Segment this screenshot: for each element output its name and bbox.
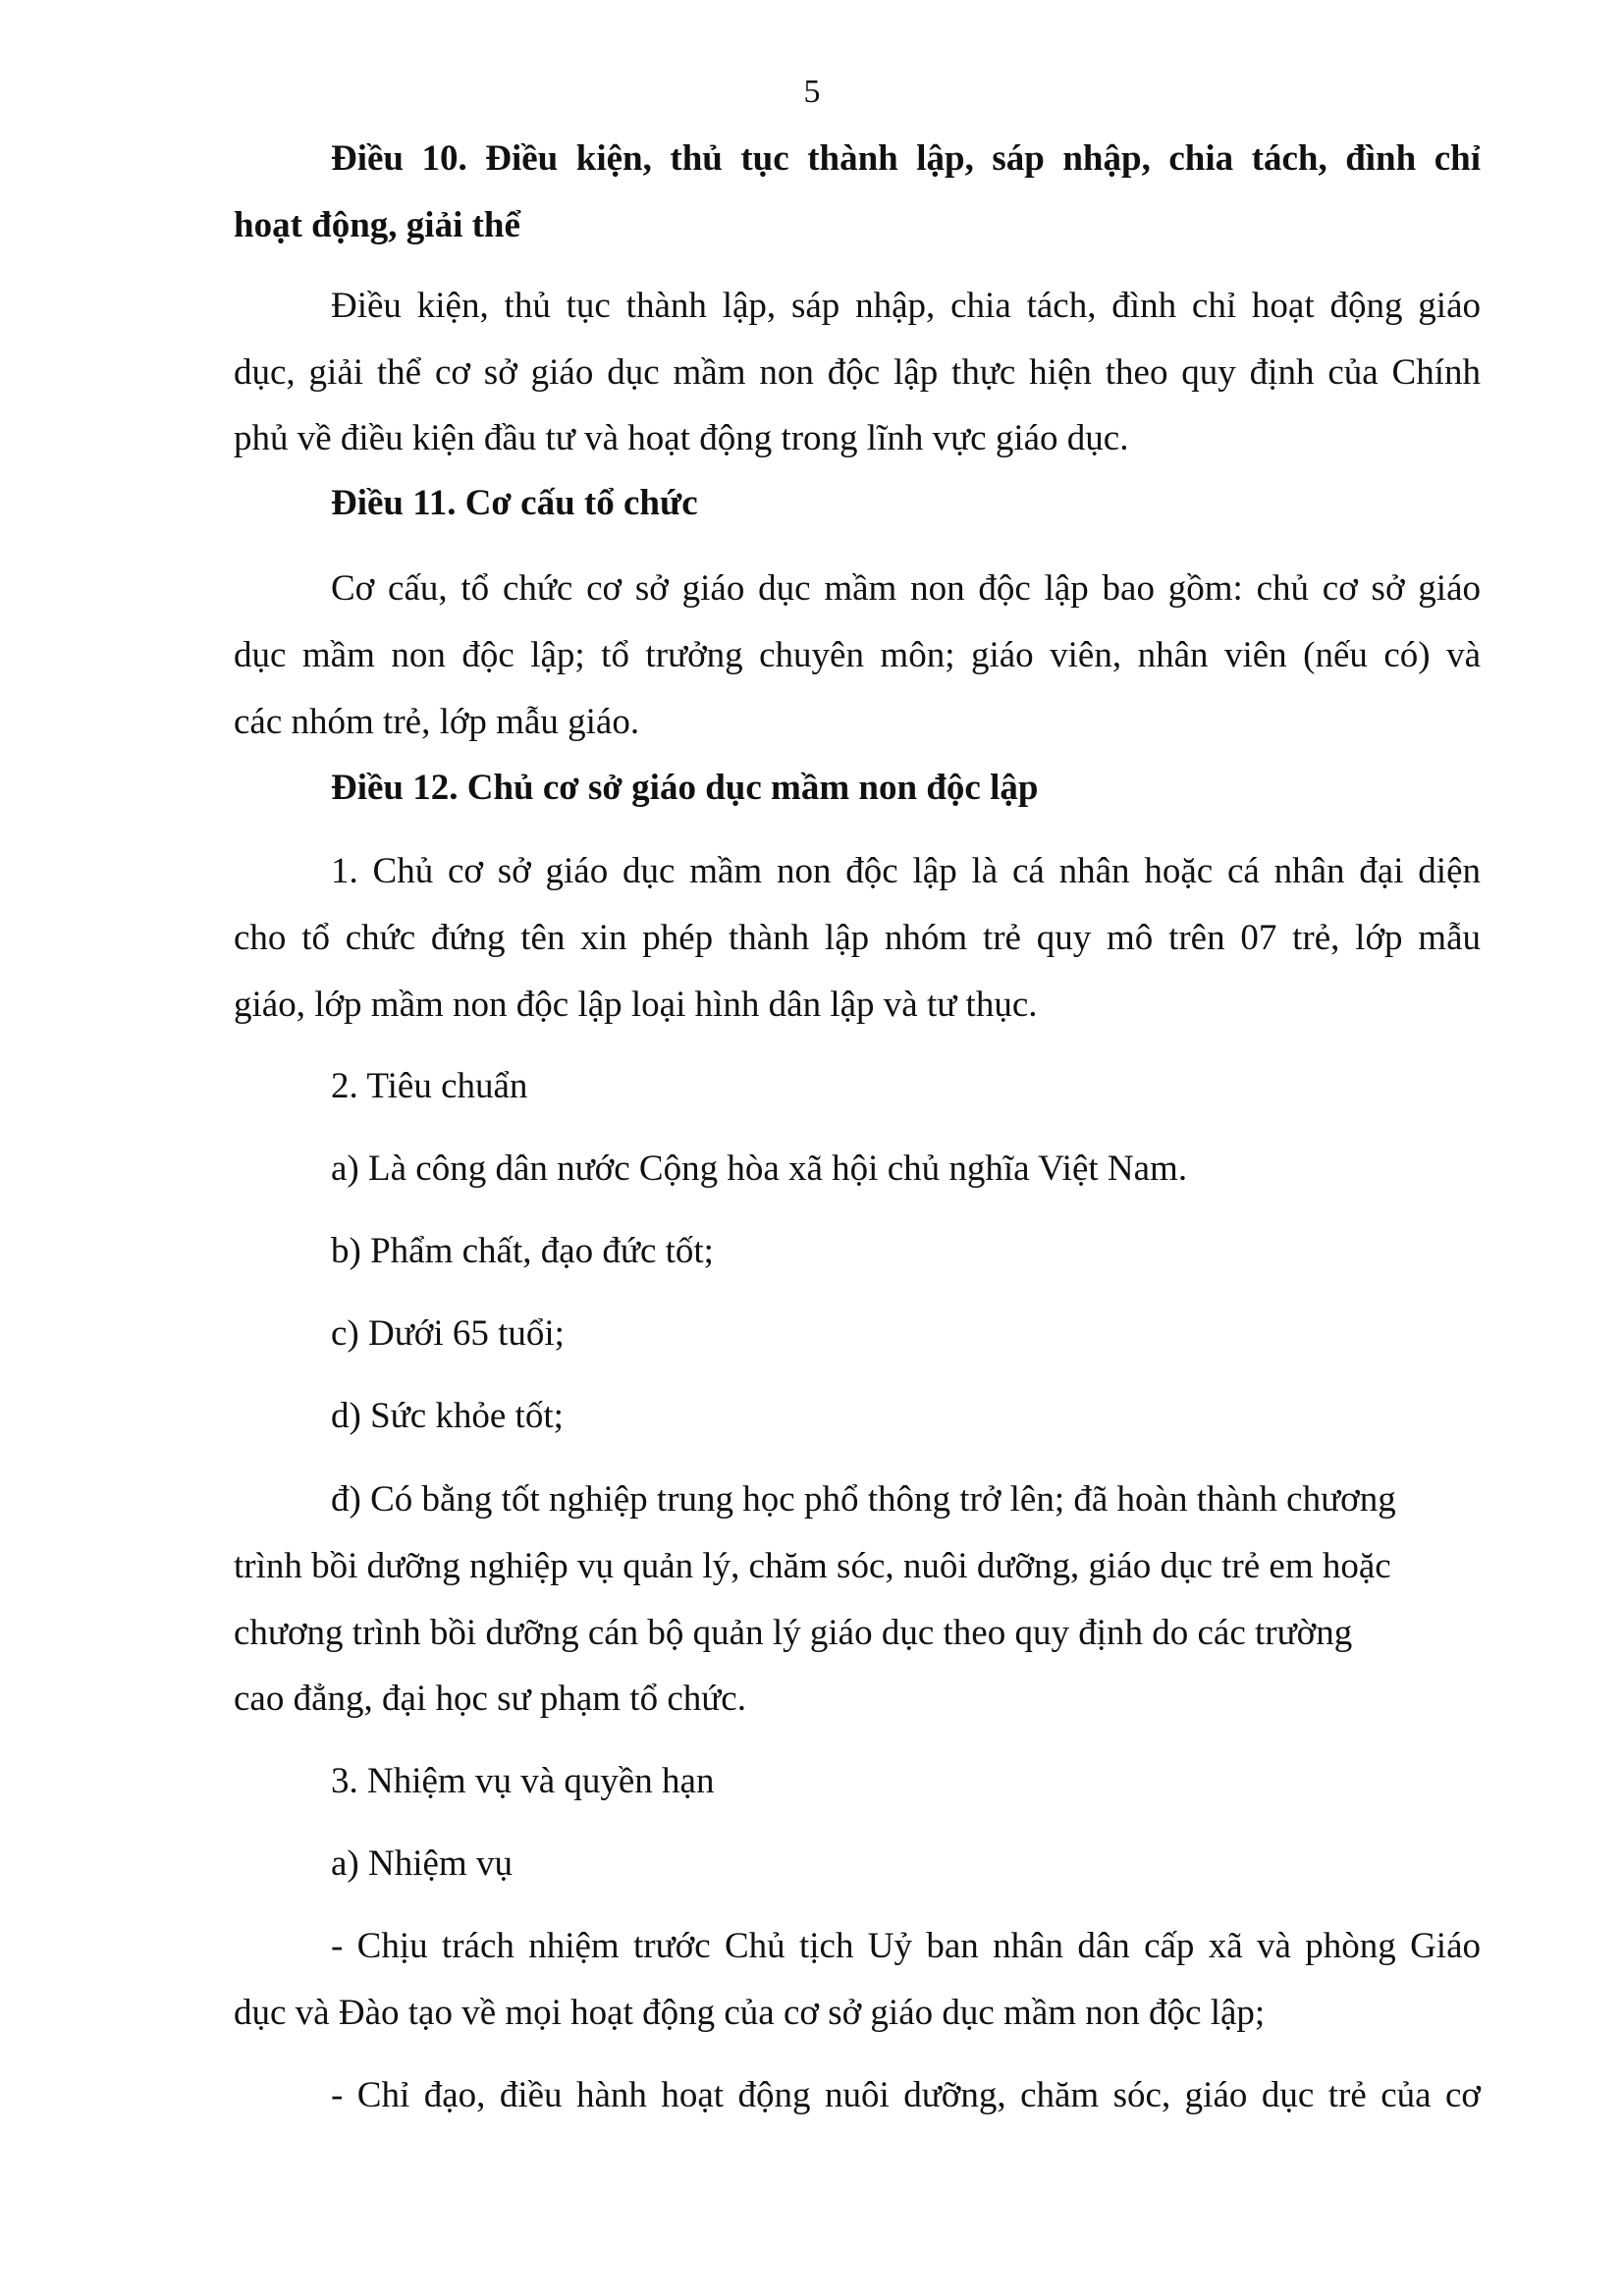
- article-heading-line: Điều 11. Cơ cấu tổ chức: [331, 483, 698, 523]
- body-text-line: Điều kiện, thủ tục thành lập, sáp nhập, chia tách, đình chỉ hoạt động giáo: [331, 286, 1481, 326]
- body-text-line: cao đẳng, đại học sư phạm tổ chức.: [234, 1679, 746, 1719]
- page-number: 5: [803, 74, 821, 110]
- article-heading-line: Điều 12. Chủ cơ sở giáo dục mầm non độc lập: [331, 768, 1039, 808]
- body-text-line: các nhóm trẻ, lớp mẫu giáo.: [234, 702, 640, 742]
- body-text-line: dục, giải thể cơ sở giáo dục mầm non độc lập thực hiện theo quy định của Chính: [234, 352, 1481, 393]
- body-text-line: chương trình bồi dưỡng cán bộ quản lý giáo dục theo quy định do các trường: [234, 1613, 1353, 1653]
- body-text-line: a) Là công dân nước Cộng hòa xã hội chủ nghĩa Việt Nam.: [331, 1148, 1188, 1189]
- article-heading-line: Điều 10. Điều kiện, thủ tục thành lập, sáp nhập, chia tách, đình chỉ: [331, 138, 1481, 179]
- body-text-line: giáo, lớp mầm non độc lập loại hình dân lập và tư thục.: [234, 985, 1038, 1025]
- article-heading-line: hoạt động, giải thể: [234, 205, 520, 245]
- body-text-line: d) Sức khỏe tốt;: [331, 1396, 564, 1436]
- body-text-line: cho tổ chức đứng tên xin phép thành lập nhóm trẻ quy mô trên 07 trẻ, lớp mẫu: [234, 918, 1481, 958]
- body-text-line: 3. Nhiệm vụ và quyền hạn: [331, 1761, 715, 1801]
- body-text-line: Cơ cấu, tổ chức cơ sở giáo dục mầm non độc lập bao gồm: chủ cơ sở giáo: [331, 568, 1481, 609]
- body-text-line: dục mầm non độc lập; tổ trưởng chuyên môn; giáo viên, nhân viên (nếu có) và: [234, 635, 1481, 675]
- body-text-line: phủ về điều kiện đầu tư và hoạt động trong lĩnh vực giáo dục.: [234, 418, 1129, 458]
- body-text-line: 1. Chủ cơ sở giáo dục mầm non độc lập là cá nhân hoặc cá nhân đại diện: [331, 851, 1481, 891]
- body-text-line: b) Phẩm chất, đạo đức tốt;: [331, 1231, 714, 1271]
- body-text-line: dục và Đào tạo về mọi hoạt động của cơ sở giáo dục mầm non độc lập;: [234, 1993, 1266, 2033]
- body-text-line: - Chịu trách nhiệm trước Chủ tịch Uỷ ban nhân dân cấp xã và phòng Giáo: [331, 1926, 1481, 1966]
- body-text-line: - Chỉ đạo, điều hành hoạt động nuôi dưỡng, chăm sóc, giáo dục trẻ của cơ: [331, 2075, 1481, 2115]
- body-text-line: trình bồi dưỡng nghiệp vụ quản lý, chăm sóc, nuôi dưỡng, giáo dục trẻ em hoặc: [234, 1546, 1391, 1586]
- body-text-line: c) Dưới 65 tuổi;: [331, 1313, 565, 1354]
- body-text-line: a) Nhiệm vụ: [331, 1843, 513, 1884]
- body-text-line: đ) Có bằng tốt nghiệp trung học phổ thông trở lên; đã hoàn thành chương: [331, 1479, 1396, 1520]
- body-text-line: 2. Tiêu chuẩn: [331, 1066, 528, 1106]
